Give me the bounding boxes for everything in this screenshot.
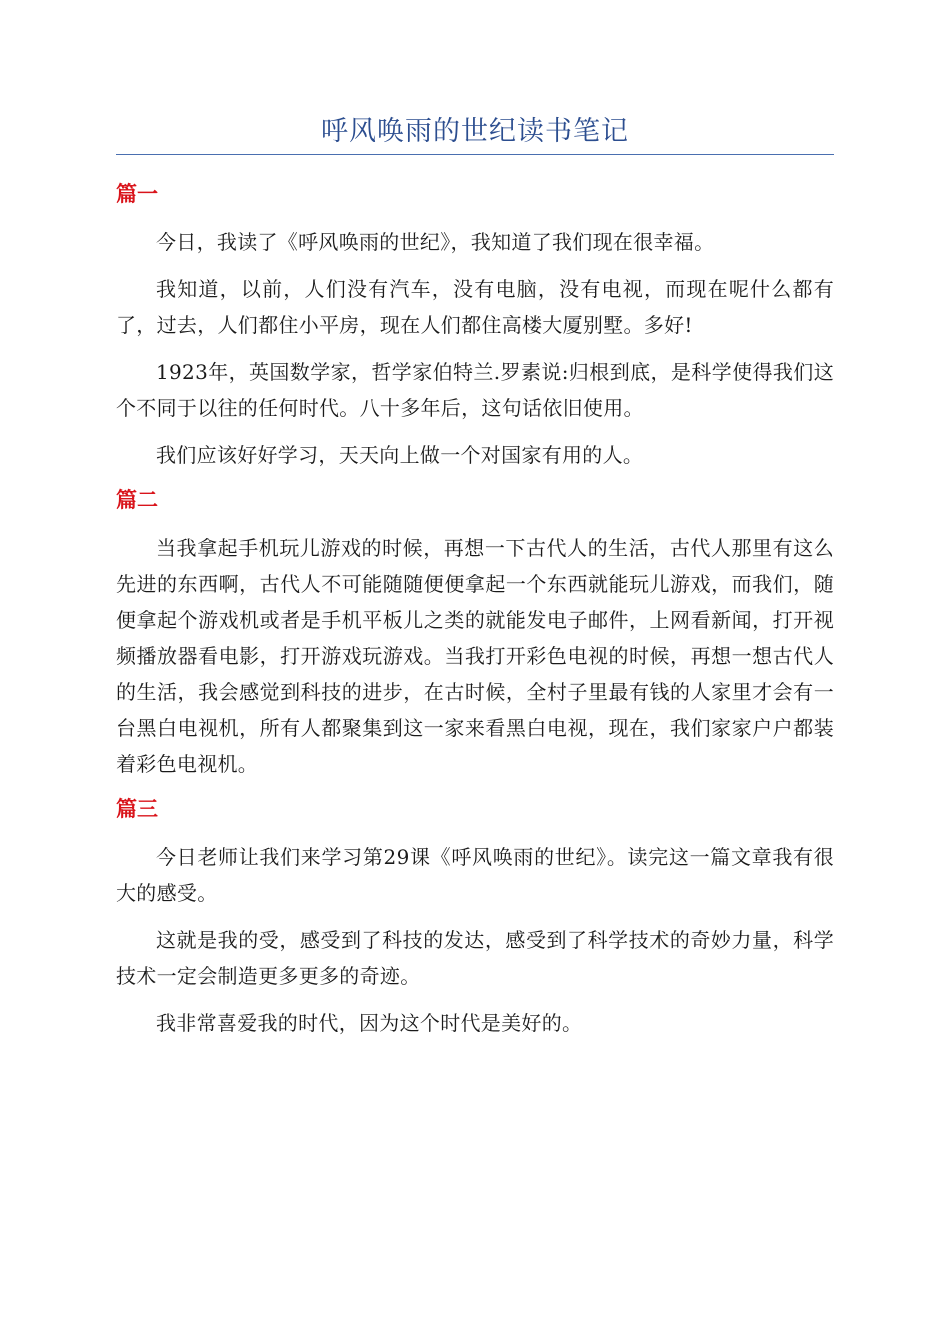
document-body [116,178,834,1052]
section-3 [116,793,834,1041]
paragraph: 当我拿起手机玩儿游戏的时候，再想一下古代人的生活，古代人那里有这么先进的东西啊，古代人不可能随随便便拿起一个东西就能玩儿游戏，而我们，随便拿起个游戏机或者是手机平板儿之类的就能发电子邮件，上网看新闻，打开视频播放器看电影，打开游戏玩游戏。当我打开彩色电视的时候，再想一想古代人的生活，我会感觉到科技的进步，在古时候，全村子里最有钱的人家里才会有一台黑白电视机，所有人都聚集到这一家来看黑白电视，现在，我们家家户户都装着彩色电视机。 [116,536,834,776]
section-heading: 篇二 [116,488,158,512]
paragraph: 今日老师让我们来学习第29课《呼风唤雨的世纪》。读完这一篇文章我有很大的感受。 [116,845,834,905]
paragraph: 1923年，英国数学家，哲学家伯特兰.罗素说:归根到底，是科学使得我们这个不同于以往的任何时代。八十多年后，这句话依旧使用。 [116,360,834,420]
section-heading: 篇三 [116,797,158,821]
paragraph: 这就是我的受，感受到了科技的发达，感受到了科学技术的奇妙力量，科学技术一定会制造更多更多的奇迹。 [116,928,834,988]
section-2 [116,484,834,782]
section-1 [116,178,834,473]
title-underline [116,154,834,155]
paragraph: 我们应该好好学习，天天向上做一个对国家有用的人。 [156,443,644,467]
paragraph: 今日，我读了《呼风唤雨的世纪》，我知道了我们现在很幸福。 [156,230,715,254]
paragraph: 我知道，以前，人们没有汽车，没有电脑，没有电视，而现在呢什么都有了，过去，人们都住小平房，现在人们都住高楼大厦别墅。多好! [116,277,834,337]
document-title: 呼风唤雨的世纪读书笔记 [321,116,629,147]
section-heading: 篇一 [116,182,158,206]
paragraph: 我非常喜爱我的时代，因为这个时代是美好的。 [156,1011,583,1035]
